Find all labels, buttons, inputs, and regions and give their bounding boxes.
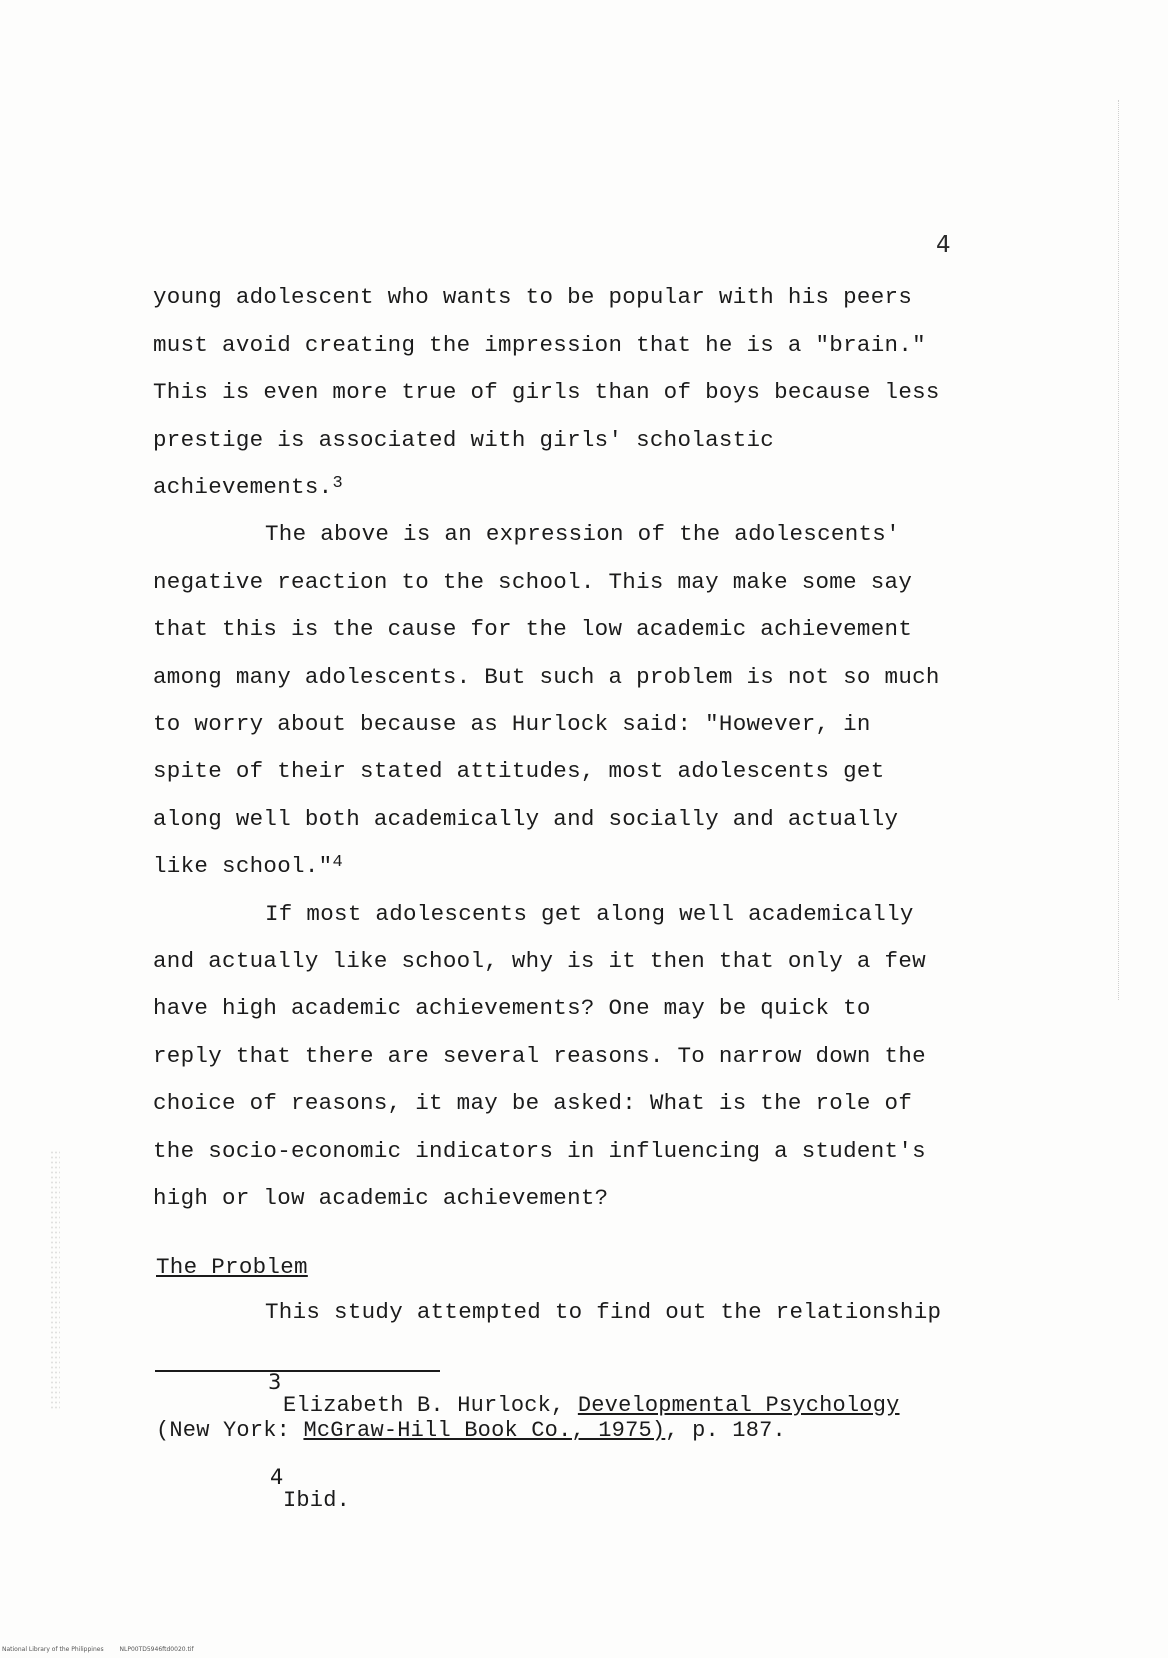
body-line: that this is the cause for the low academic achievement: [153, 616, 913, 642]
footnote-book-title: Developmental Psychology: [577, 1393, 900, 1418]
footnote-publisher: McGraw-Hill Book Co., 1975): [303, 1418, 666, 1443]
body-line: This is even more true of girls than of boys because less: [153, 379, 940, 405]
body-line: young adolescent who wants to be popular with his peers: [153, 284, 913, 310]
body-line: among many adolescents. But such a problem is not so much: [153, 664, 940, 690]
body-line: prestige is associated with girls' scholastic: [153, 427, 775, 453]
body-line: This study attempted to find out the relationship: [265, 1299, 942, 1325]
scan-edge-line: [1118, 100, 1119, 1000]
body-line: along well both academically and socially and actually: [153, 806, 899, 832]
body-line: and actually like school, why is it then that only a few: [153, 948, 926, 974]
body-line: spite of their stated attitudes, most adolescents get: [153, 758, 885, 784]
body-line: to worry about because as Hurlock said: "However, in: [153, 711, 871, 737]
footnote-mark: 3: [268, 1370, 282, 1394]
footer-filename: NLP00TD5946ftd0020.tif: [119, 1646, 194, 1653]
body-line: have high academic achievements? One may be quick to: [153, 995, 871, 1021]
footnote-line: [283, 1393, 900, 1418]
footnote-separator: [155, 1370, 440, 1372]
footnote-text: (New York:: [156, 1418, 304, 1443]
scan-edge-specks: [50, 1150, 60, 1410]
footnote-author: Elizabeth B. Hurlock,: [283, 1393, 565, 1418]
body-line: high or low academic achievement?: [153, 1185, 609, 1211]
body-line: must avoid creating the impression that he is a "brain.": [153, 332, 926, 358]
body-text: achievements.: [153, 474, 333, 500]
body-line: [153, 853, 343, 879]
body-text: like school.": [153, 853, 333, 879]
footnote-reference: 4: [332, 853, 343, 872]
footnote-reference: 3: [332, 474, 343, 493]
body-line: the socio-economic indicators in influencing a student's: [153, 1138, 926, 1164]
section-heading: The Problem: [156, 1254, 308, 1280]
scan-footer: [2, 1646, 208, 1653]
body-line: The above is an expression of the adolescents': [265, 521, 900, 547]
body-line: choice of reasons, it may be asked: What is the role of: [153, 1090, 913, 1116]
footnote-line: [156, 1418, 786, 1443]
footnote-line: Ibid.: [283, 1488, 351, 1513]
body-line: If most adolescents get along well academically: [265, 901, 914, 927]
footnote-mark: 4: [270, 1465, 284, 1489]
body-line: reply that there are several reasons. To narrow down the: [153, 1043, 926, 1069]
footer-library: National Library of the Philippines: [2, 1646, 104, 1653]
body-line: [153, 474, 343, 500]
page-number: 4: [936, 232, 951, 258]
footnote-text: , p. 187.: [665, 1418, 786, 1443]
body-line: negative reaction to the school. This may make some say: [153, 569, 913, 595]
